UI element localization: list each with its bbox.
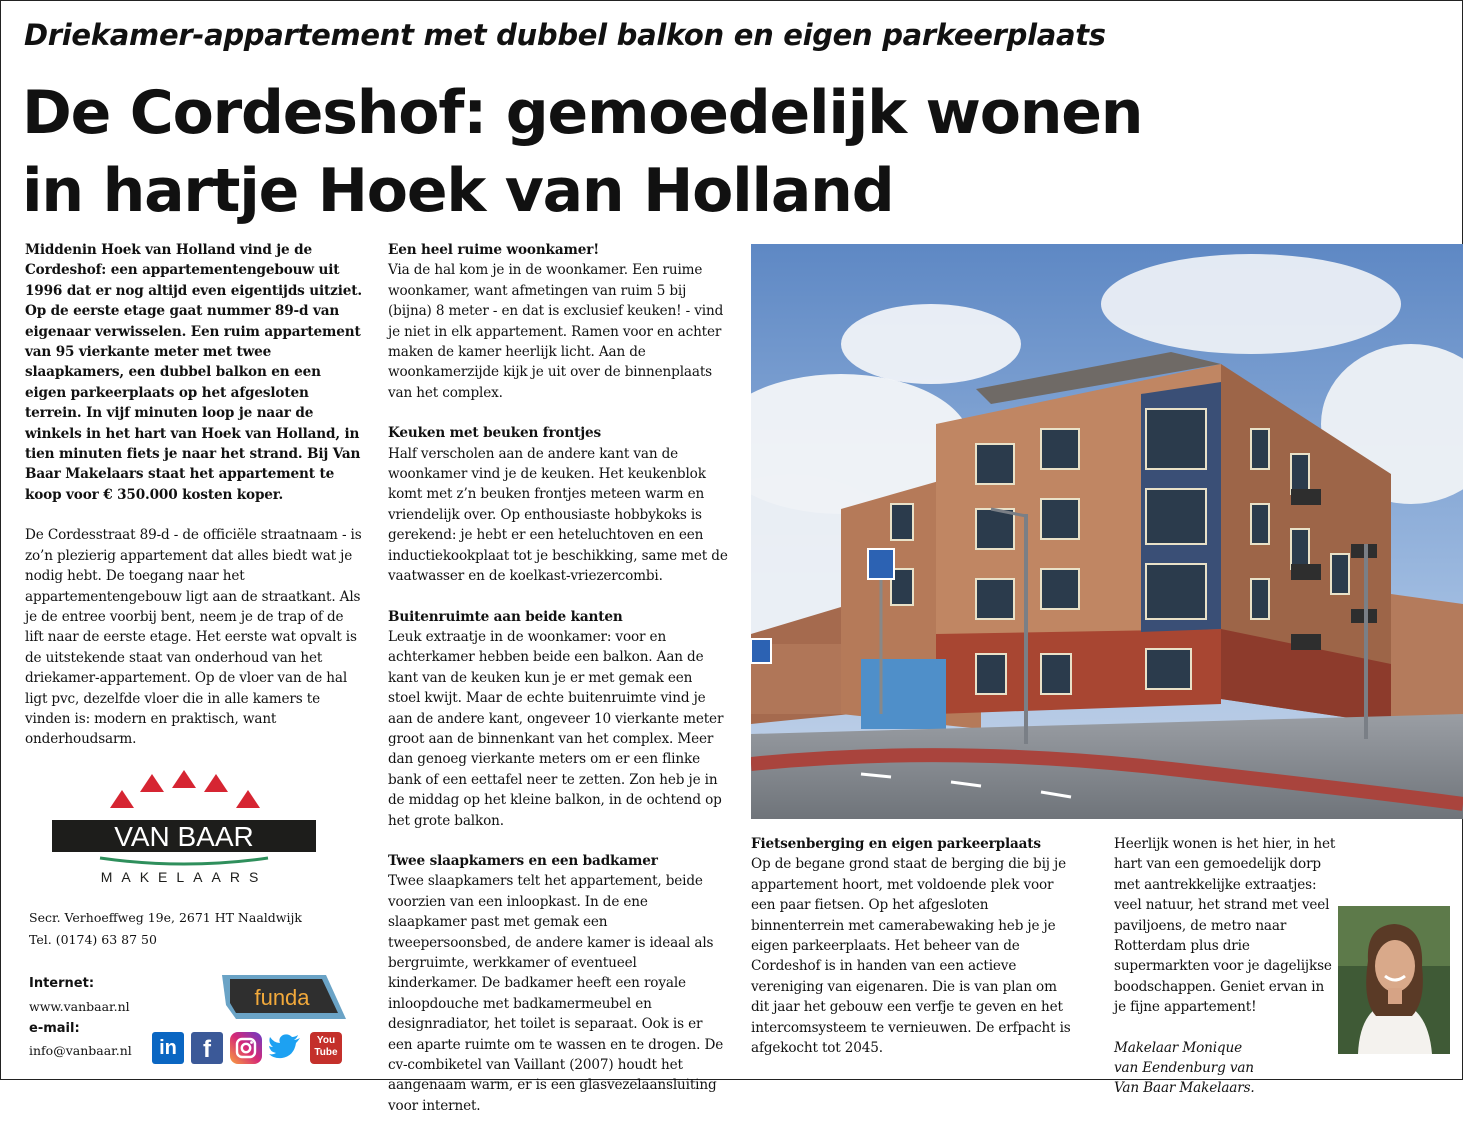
- email-link[interactable]: info@vanbaar.nl: [29, 1043, 132, 1058]
- headline-line-2: in hartje Hoek van Holland: [22, 156, 894, 226]
- column-3: [751, 834, 1071, 1078]
- subtitle: Driekamer-appartement met dubbel balkon en eigen parkeerplaats: [24, 18, 1106, 52]
- linkedin-icon[interactable]: [152, 1032, 184, 1064]
- intro-paragraph: Middenin Hoek van Holland vind je de Cordeshof: een appartementengebouw uit 1996 dat er nog altijd even eigentijds uitziet. Op de eerste etage gaat nummer 89-d van eigenaar verwisselen. Een ruim appartement van 95 vierkante meter met twee slaapkamers, een dubbel balkon en een eigen parkeerplaats op het afgesloten terrein. In vijf minuten loop je naar de winkels in het hart van Hoek van Holland, in tien minuten fiets je naar het strand. Bij Van Baar Makelaars staat het appartement te koop voor € 350.000 kosten koper.: [25, 242, 362, 503]
- funda-label: funda: [254, 985, 310, 1010]
- section-text: Half verscholen aan de andere kant van de woonkamer vind je de keuken. Het keukenblok komt met z’n beuken frontjes meteen warm en vriendelijk over. Op enthousiaste hobbykoks is gerekend: je hebt er een heteluchtoven en een inductiekookplaat tot je beschikking, same met de vaatwasser en de koelkast-vriezercombi.: [388, 445, 728, 585]
- section-text: Op de begane grond staat de berging die bij je appartement hoort, met voldoende plek voor een paar fietsen. Op het afgesloten binnenterrein met camerabewaking heb je je eigen parkeerplaats. Het beheer van de Cordeshof is in handen van een actieve vereniging van eigenaren. Die is van plan om dit jaar het gebouw een verfje te geven en het intercomsysteem te vernieuwen. De erfpacht is afgekocht tot 2045.: [751, 856, 1071, 1057]
- telephone: Tel. (0174) 63 87 50: [29, 932, 157, 947]
- logo-name: VAN BAAR: [114, 821, 254, 852]
- headline: [22, 74, 1142, 230]
- section-slaapkamers: [388, 851, 728, 1116]
- section-woonkamer: [388, 240, 728, 403]
- column-1: [25, 240, 365, 770]
- instagram-icon[interactable]: [230, 1032, 262, 1064]
- headline-line-1: De Cordeshof: gemoedelijk wonen: [22, 78, 1143, 148]
- section-text: Twee slaapkamers telt het appartement, beide voorzien van een inloopkast. In de ene slaapkamer past met gemak een tweepersoonsbed, de andere kamer is ideaal als bergruimte, werkkamer of eventueel kinderkamer. De badkamer heeft een royale inloopdouche met badkamermeubel en designradiator, het toilet is separaat. Ook is er een aparte ruimte om te wassen en te drogen. De cv-combiketel van Vaillant (2007) houdt het aangenaam warm, er is een glasvezelaansluiting voor internet.: [388, 873, 724, 1114]
- section-heading: Een heel ruime woonkamer!: [388, 242, 600, 258]
- body-paragraph: De Cordesstraat 89-d - de officiële straatnaam - is zo’n plezierig appartement dat alles biedt wat je nodig hebt. De toegang naar het appartementengebouw ligt aan de straatkant. Als je de entree voorbij bent, neem je de trap of de lift naar de eerste etage. Het eerste wat opvalt is de uitstekende staat van onderhoud van het driekamer-appartement. Op de vloer van de hal ligt pvc, dezelfde vloer die in alle kamers te vinden is: modern en praktisch, want onderhoudsarm.: [25, 527, 362, 748]
- facebook-label: f: [203, 1036, 211, 1063]
- column-2: [388, 240, 728, 1136]
- address: Secr. Verhoeffweg 19e, 2671 HT Naaldwijk: [29, 910, 302, 925]
- van-baar-logo: [48, 770, 328, 890]
- building-photo: [751, 244, 1463, 819]
- section-keuken: [388, 423, 728, 586]
- agent-portrait-illustration: [1338, 906, 1450, 1054]
- section-text: Leuk extraatje in de woonkamer: voor en achterkamer hebben beide een balkon. Aan de kant van de keuken kun je er met gemak een stoel kwijt. Maar de echte buitenruimte vind je aan de andere kant, ongeveer 10 vierkante meter groot aan de binnenkant van het complex. Meer dan genoeg vierkante meters om er een flinke bank of een eettafel neer te zetten. Zon heb je in de middag op het kleine balkon, in de ochtend op het grote balkon.: [388, 628, 724, 829]
- funda-logo[interactable]: [222, 975, 346, 1019]
- youtube-icon[interactable]: [310, 1032, 342, 1064]
- building-photo-illustration: [751, 244, 1463, 819]
- logo-sub: MAKELAARS: [100, 869, 268, 885]
- signature-line-3: Van Baar Makelaars.: [1114, 1080, 1255, 1097]
- linkedin-label: in: [159, 1037, 177, 1059]
- youtube-label: You Tube: [314, 1035, 338, 1058]
- instagram-glyph: [230, 1032, 262, 1064]
- twitter-glyph: [268, 1032, 302, 1064]
- twitter-icon[interactable]: [268, 1032, 300, 1064]
- funda-logo-graphic: [222, 975, 346, 1019]
- section-heading: Buitenruimte aan beide kanten: [388, 608, 623, 625]
- section-heading: Twee slaapkamers en een badkamer: [388, 852, 658, 869]
- closing-paragraph: Heerlijk wonen is het hier, in het hart van een gemoedelijk dorp met aantrekkelijke extraatjes: veel natuur, het strand met veel paviljoens, de metro naar Rotterdam plus drie supermarkten voor je dagelijkse boodschappen. Geniet ervan in je fijne appartement!: [1114, 836, 1336, 1016]
- signature-line-1: Makelaar Monique: [1114, 1039, 1242, 1056]
- section-buitenruimte: [388, 607, 728, 831]
- facebook-icon[interactable]: [191, 1032, 223, 1064]
- section-heading: Fietsenberging en eigen parkeerplaats: [751, 836, 1041, 852]
- internet-label: Internet:: [29, 976, 95, 991]
- agent-portrait: [1338, 906, 1450, 1054]
- email-label: e-mail:: [29, 1021, 80, 1036]
- signature-line-2: van Eendenburg van: [1114, 1060, 1254, 1077]
- van-baar-logo-graphic: [48, 770, 328, 890]
- section-heading: Keuken met beuken frontjes: [388, 425, 602, 442]
- website-link[interactable]: www.vanbaar.nl: [29, 999, 130, 1014]
- section-text: Via de hal kom je in de woonkamer. Een ruime woonkamer, want afmetingen van ruim 5 bij (bijna) 8 meter - en dat is exclusief keuken! - vind je niet in elk appartement. Ramen voor en achter maken de kamer heerlijk licht. Aan de woonkamerzijde kijk je uit over de binnenplaats van het complex.: [388, 262, 724, 401]
